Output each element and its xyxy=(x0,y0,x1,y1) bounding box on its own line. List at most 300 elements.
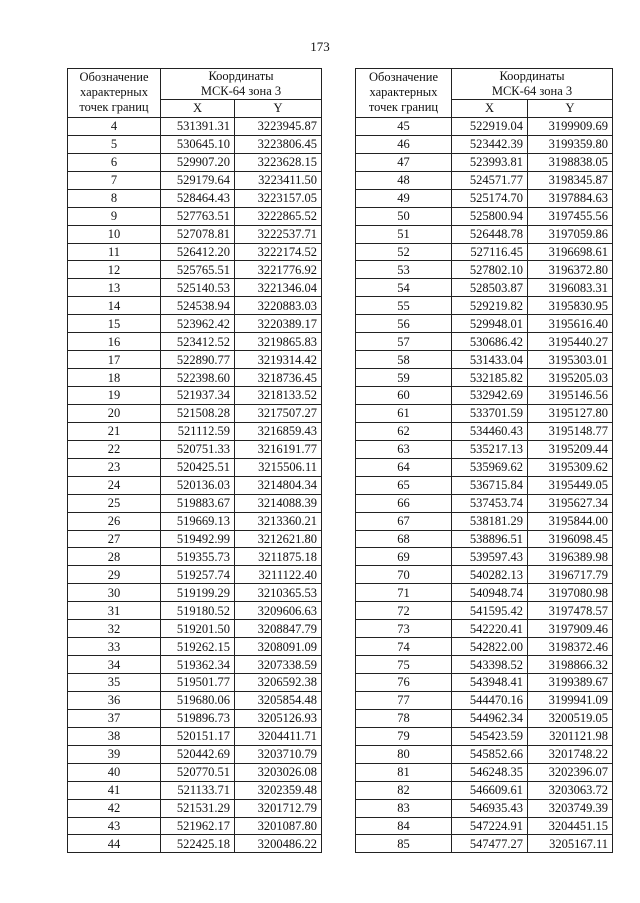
table-row xyxy=(356,458,613,476)
table-row xyxy=(68,709,322,727)
point-number: 42 xyxy=(68,799,161,817)
point-number: 15 xyxy=(68,315,161,333)
y-coordinate: 3197080.98 xyxy=(528,584,613,602)
table-row xyxy=(68,458,322,476)
coordinates-header-line: МСК-64 зона 3 xyxy=(491,84,573,98)
x-coordinate: 523962.42 xyxy=(161,315,235,333)
table-row xyxy=(68,584,322,602)
x-coordinate: 532185.82 xyxy=(452,369,528,387)
table-row xyxy=(356,297,613,315)
point-number: 54 xyxy=(356,279,452,297)
table-row xyxy=(68,225,322,243)
table-row xyxy=(68,512,322,530)
y-coordinate: 3197478.57 xyxy=(528,602,613,620)
y-coordinate: 3219865.83 xyxy=(235,333,322,351)
point-number: 16 xyxy=(68,333,161,351)
point-number: 19 xyxy=(68,387,161,405)
x-coordinate: 521133.71 xyxy=(161,781,235,799)
y-coordinate: 3201087.80 xyxy=(235,817,322,835)
y-coordinate: 3213360.21 xyxy=(235,512,322,530)
table-row xyxy=(356,584,613,602)
y-coordinate: 3203710.79 xyxy=(235,745,322,763)
table-row xyxy=(68,763,322,781)
point-number: 57 xyxy=(356,333,452,351)
point-number: 10 xyxy=(68,225,161,243)
y-coordinate: 3197455.56 xyxy=(528,207,613,225)
table-row xyxy=(356,835,613,853)
table-row xyxy=(356,333,613,351)
coordinates-table-left xyxy=(67,68,322,853)
y-coordinate: 3199389.67 xyxy=(528,674,613,692)
y-coordinate: 3195830.95 xyxy=(528,297,613,315)
point-number: 76 xyxy=(356,674,452,692)
y-coordinate: 3223628.15 xyxy=(235,153,322,171)
y-coordinate: 3196717.79 xyxy=(528,566,613,584)
table-row xyxy=(68,171,322,189)
x-coordinate: 544470.16 xyxy=(452,691,528,709)
table-row xyxy=(356,817,613,835)
y-coordinate: 3195146.56 xyxy=(528,387,613,405)
point-number: 48 xyxy=(356,171,452,189)
y-coordinate: 3209606.63 xyxy=(235,602,322,620)
x-coordinate: 546248.35 xyxy=(452,763,528,781)
point-number: 36 xyxy=(68,691,161,709)
point-number: 50 xyxy=(356,207,452,225)
x-coordinate: 532942.69 xyxy=(452,387,528,405)
table-row xyxy=(356,494,613,512)
point-number: 49 xyxy=(356,189,452,207)
point-number: 61 xyxy=(356,404,452,422)
table-row xyxy=(356,512,613,530)
point-number: 67 xyxy=(356,512,452,530)
x-coordinate: 531391.31 xyxy=(161,117,235,135)
y-coordinate: 3207338.59 xyxy=(235,656,322,674)
y-coordinate: 3218133.52 xyxy=(235,387,322,405)
table-row xyxy=(68,835,322,853)
x-coordinate: 521112.59 xyxy=(161,422,235,440)
x-coordinate: 520442.69 xyxy=(161,745,235,763)
x-coordinate: 536715.84 xyxy=(452,476,528,494)
y-coordinate: 3222537.71 xyxy=(235,225,322,243)
table-row xyxy=(68,494,322,512)
table-row xyxy=(68,135,322,153)
coordinates-header-line: МСК-64 зона 3 xyxy=(200,84,282,98)
x-coordinate: 520151.17 xyxy=(161,727,235,745)
y-coordinate: 3205854.48 xyxy=(235,691,322,709)
x-coordinate: 520751.33 xyxy=(161,440,235,458)
table-row xyxy=(68,369,322,387)
y-coordinate: 3211875.18 xyxy=(235,548,322,566)
x-coordinate: 529219.82 xyxy=(452,297,528,315)
point-number: 60 xyxy=(356,387,452,405)
y-coordinate: 3195209.44 xyxy=(528,440,613,458)
point-number: 65 xyxy=(356,476,452,494)
point-designation-header-line: характерных xyxy=(369,85,438,100)
table-row xyxy=(356,656,613,674)
y-coordinate: 3195127.80 xyxy=(528,404,613,422)
point-number: 35 xyxy=(68,674,161,692)
point-number: 46 xyxy=(356,135,452,153)
y-coordinate: 3206592.38 xyxy=(235,674,322,692)
table-row xyxy=(356,799,613,817)
y-coordinate: 3198866.32 xyxy=(528,656,613,674)
x-header: X xyxy=(452,100,528,118)
y-coordinate: 3222174.52 xyxy=(235,243,322,261)
point-number: 58 xyxy=(356,351,452,369)
y-coordinate: 3214804.34 xyxy=(235,476,322,494)
x-coordinate: 526448.78 xyxy=(452,225,528,243)
point-number: 44 xyxy=(68,835,161,853)
x-coordinate: 530686.42 xyxy=(452,333,528,351)
point-number: 40 xyxy=(68,763,161,781)
table-row xyxy=(68,117,322,135)
x-coordinate: 521531.29 xyxy=(161,799,235,817)
y-coordinate: 3198838.05 xyxy=(528,153,613,171)
point-designation-header-line: Обозначение xyxy=(79,70,149,85)
y-coordinate: 3223806.45 xyxy=(235,135,322,153)
point-number: 29 xyxy=(68,566,161,584)
table-row xyxy=(356,261,613,279)
x-coordinate: 519257.74 xyxy=(161,566,235,584)
table-row xyxy=(68,315,322,333)
table-row xyxy=(68,727,322,745)
point-designation-header-line: точек границ xyxy=(79,100,149,115)
x-coordinate: 527802.10 xyxy=(452,261,528,279)
x-coordinate: 519199.29 xyxy=(161,584,235,602)
point-designation-header xyxy=(356,69,452,118)
point-number: 74 xyxy=(356,638,452,656)
x-coordinate: 524571.77 xyxy=(452,171,528,189)
point-number: 23 xyxy=(68,458,161,476)
header-row xyxy=(68,69,322,100)
table-row xyxy=(68,530,322,548)
point-number: 66 xyxy=(356,494,452,512)
x-header: X xyxy=(161,100,235,118)
table-row xyxy=(68,404,322,422)
table-row xyxy=(356,369,613,387)
x-coordinate: 538896.51 xyxy=(452,530,528,548)
table-row xyxy=(356,727,613,745)
y-coordinate: 3196698.61 xyxy=(528,243,613,261)
point-number: 81 xyxy=(356,763,452,781)
x-coordinate: 543398.52 xyxy=(452,656,528,674)
table-row xyxy=(356,476,613,494)
table-row xyxy=(68,799,322,817)
y-coordinate: 3208847.79 xyxy=(235,620,322,638)
x-coordinate: 523993.81 xyxy=(452,153,528,171)
x-coordinate: 545423.59 xyxy=(452,727,528,745)
table-row xyxy=(68,422,322,440)
point-number: 31 xyxy=(68,602,161,620)
point-number: 59 xyxy=(356,369,452,387)
table-row xyxy=(356,189,613,207)
x-coordinate: 523412.52 xyxy=(161,333,235,351)
x-coordinate: 542822.00 xyxy=(452,638,528,656)
x-coordinate: 543948.41 xyxy=(452,674,528,692)
table-row xyxy=(356,638,613,656)
y-coordinate: 3205167.11 xyxy=(528,835,613,853)
x-coordinate: 529179.64 xyxy=(161,171,235,189)
point-number: 4 xyxy=(68,117,161,135)
y-coordinate: 3195844.00 xyxy=(528,512,613,530)
point-number: 43 xyxy=(68,817,161,835)
x-coordinate: 547477.27 xyxy=(452,835,528,853)
y-coordinate: 3200486.22 xyxy=(235,835,322,853)
table-row xyxy=(68,243,322,261)
point-number: 78 xyxy=(356,709,452,727)
point-number: 13 xyxy=(68,279,161,297)
point-number: 47 xyxy=(356,153,452,171)
point-number: 41 xyxy=(68,781,161,799)
y-coordinate: 3217507.27 xyxy=(235,404,322,422)
coordinates-header xyxy=(161,69,322,100)
table-row xyxy=(68,548,322,566)
point-number: 70 xyxy=(356,566,452,584)
x-coordinate: 521937.34 xyxy=(161,387,235,405)
y-header: Y xyxy=(235,100,322,118)
point-number: 24 xyxy=(68,476,161,494)
y-coordinate: 3198372.46 xyxy=(528,638,613,656)
x-coordinate: 525765.51 xyxy=(161,261,235,279)
y-coordinate: 3205126.93 xyxy=(235,709,322,727)
point-number: 80 xyxy=(356,745,452,763)
x-coordinate: 531433.04 xyxy=(452,351,528,369)
x-coordinate: 519362.34 xyxy=(161,656,235,674)
y-coordinate: 3212621.80 xyxy=(235,530,322,548)
point-number: 30 xyxy=(68,584,161,602)
x-coordinate: 530645.10 xyxy=(161,135,235,153)
x-coordinate: 546609.61 xyxy=(452,781,528,799)
y-coordinate: 3196389.98 xyxy=(528,548,613,566)
table-body-right xyxy=(356,69,613,853)
point-number: 77 xyxy=(356,691,452,709)
table-row xyxy=(356,279,613,297)
x-coordinate: 519883.67 xyxy=(161,494,235,512)
y-coordinate: 3195627.34 xyxy=(528,494,613,512)
table-row xyxy=(68,620,322,638)
y-coordinate: 3203063.72 xyxy=(528,781,613,799)
x-coordinate: 525174.70 xyxy=(452,189,528,207)
point-number: 34 xyxy=(68,656,161,674)
table-row xyxy=(356,351,613,369)
coordinates-header-line: Координаты xyxy=(499,69,565,83)
x-coordinate: 522890.77 xyxy=(161,351,235,369)
table-row xyxy=(356,674,613,692)
y-coordinate: 3222865.52 xyxy=(235,207,322,225)
coordinates-header xyxy=(452,69,613,100)
x-coordinate: 537453.74 xyxy=(452,494,528,512)
x-coordinate: 523442.39 xyxy=(452,135,528,153)
y-coordinate: 3219314.42 xyxy=(235,351,322,369)
table-row xyxy=(356,171,613,189)
point-number: 38 xyxy=(68,727,161,745)
table-row xyxy=(356,153,613,171)
table-row xyxy=(356,422,613,440)
point-number: 33 xyxy=(68,638,161,656)
table-row xyxy=(68,781,322,799)
point-number: 64 xyxy=(356,458,452,476)
point-designation-header-line: Обозначение xyxy=(368,70,439,85)
table-row xyxy=(68,333,322,351)
table-row xyxy=(68,279,322,297)
y-coordinate: 3201748.22 xyxy=(528,745,613,763)
y-coordinate: 3195309.62 xyxy=(528,458,613,476)
point-number: 52 xyxy=(356,243,452,261)
point-number: 7 xyxy=(68,171,161,189)
y-coordinate: 3218736.45 xyxy=(235,369,322,387)
x-coordinate: 527116.45 xyxy=(452,243,528,261)
x-coordinate: 526412.20 xyxy=(161,243,235,261)
x-coordinate: 529948.01 xyxy=(452,315,528,333)
x-coordinate: 519180.52 xyxy=(161,602,235,620)
table-row xyxy=(68,656,322,674)
y-coordinate: 3195205.03 xyxy=(528,369,613,387)
x-coordinate: 519501.77 xyxy=(161,674,235,692)
x-coordinate: 534460.43 xyxy=(452,422,528,440)
y-coordinate: 3196098.45 xyxy=(528,530,613,548)
x-coordinate: 529907.20 xyxy=(161,153,235,171)
x-coordinate: 535217.13 xyxy=(452,440,528,458)
y-coordinate: 3204451.15 xyxy=(528,817,613,835)
point-number: 85 xyxy=(356,835,452,853)
x-coordinate: 539597.43 xyxy=(452,548,528,566)
y-coordinate: 3195616.40 xyxy=(528,315,613,333)
coordinates-table-right xyxy=(355,68,613,853)
x-coordinate: 540948.74 xyxy=(452,584,528,602)
x-coordinate: 546935.43 xyxy=(452,799,528,817)
y-coordinate: 3201121.98 xyxy=(528,727,613,745)
point-number: 39 xyxy=(68,745,161,763)
point-number: 14 xyxy=(68,297,161,315)
y-coordinate: 3196372.80 xyxy=(528,261,613,279)
y-coordinate: 3220389.17 xyxy=(235,315,322,333)
x-coordinate: 520770.51 xyxy=(161,763,235,781)
table-row xyxy=(356,135,613,153)
x-coordinate: 538181.29 xyxy=(452,512,528,530)
point-number: 21 xyxy=(68,422,161,440)
table-row xyxy=(356,404,613,422)
table-row xyxy=(356,315,613,333)
x-coordinate: 528503.87 xyxy=(452,279,528,297)
x-coordinate: 522425.18 xyxy=(161,835,235,853)
x-coordinate: 542220.41 xyxy=(452,620,528,638)
point-number: 72 xyxy=(356,602,452,620)
y-coordinate: 3214088.39 xyxy=(235,494,322,512)
y-coordinate: 3199941.09 xyxy=(528,691,613,709)
x-coordinate: 520425.51 xyxy=(161,458,235,476)
point-number: 20 xyxy=(68,404,161,422)
point-number: 71 xyxy=(356,584,452,602)
header-row xyxy=(356,69,613,100)
y-coordinate: 3216859.43 xyxy=(235,422,322,440)
point-number: 6 xyxy=(68,153,161,171)
y-coordinate: 3201712.79 xyxy=(235,799,322,817)
x-coordinate: 540282.13 xyxy=(452,566,528,584)
table-row xyxy=(356,225,613,243)
table-row xyxy=(356,763,613,781)
y-coordinate: 3199359.80 xyxy=(528,135,613,153)
point-number: 17 xyxy=(68,351,161,369)
table-row xyxy=(356,530,613,548)
point-number: 32 xyxy=(68,620,161,638)
point-number: 12 xyxy=(68,261,161,279)
point-number: 79 xyxy=(356,727,452,745)
table-row xyxy=(356,781,613,799)
point-number: 53 xyxy=(356,261,452,279)
x-coordinate: 519201.50 xyxy=(161,620,235,638)
x-coordinate: 519355.73 xyxy=(161,548,235,566)
table-row xyxy=(68,351,322,369)
point-designation-header-line: точек границ xyxy=(368,100,439,115)
point-number: 37 xyxy=(68,709,161,727)
point-number: 9 xyxy=(68,207,161,225)
point-number: 26 xyxy=(68,512,161,530)
y-coordinate: 3221346.04 xyxy=(235,279,322,297)
table-row xyxy=(356,602,613,620)
y-coordinate: 3202396.07 xyxy=(528,763,613,781)
y-coordinate: 3195148.77 xyxy=(528,422,613,440)
point-number: 8 xyxy=(68,189,161,207)
table-row xyxy=(68,387,322,405)
x-coordinate: 547224.91 xyxy=(452,817,528,835)
y-coordinate: 3197059.86 xyxy=(528,225,613,243)
table-row xyxy=(356,620,613,638)
point-number: 62 xyxy=(356,422,452,440)
table-row xyxy=(356,566,613,584)
table-row xyxy=(68,674,322,692)
y-coordinate: 3203026.08 xyxy=(235,763,322,781)
point-number: 28 xyxy=(68,548,161,566)
x-coordinate: 520136.03 xyxy=(161,476,235,494)
point-number: 11 xyxy=(68,243,161,261)
point-designation-header-line: характерных xyxy=(80,85,148,100)
x-coordinate: 519492.99 xyxy=(161,530,235,548)
table-row xyxy=(356,440,613,458)
point-number: 45 xyxy=(356,117,452,135)
x-coordinate: 545852.66 xyxy=(452,745,528,763)
y-coordinate: 3198345.87 xyxy=(528,171,613,189)
x-coordinate: 519896.73 xyxy=(161,709,235,727)
page-number: 173 xyxy=(310,39,330,54)
y-coordinate: 3195440.27 xyxy=(528,333,613,351)
table-row xyxy=(68,602,322,620)
y-coordinate: 3200519.05 xyxy=(528,709,613,727)
y-coordinate: 3223945.87 xyxy=(235,117,322,135)
y-coordinate: 3196083.31 xyxy=(528,279,613,297)
y-coordinate: 3220883.03 xyxy=(235,297,322,315)
table-row xyxy=(68,440,322,458)
table-row xyxy=(68,153,322,171)
y-coordinate: 3221776.92 xyxy=(235,261,322,279)
table-row xyxy=(68,189,322,207)
y-coordinate: 3204411.71 xyxy=(235,727,322,745)
point-number: 22 xyxy=(68,440,161,458)
x-coordinate: 519680.06 xyxy=(161,691,235,709)
point-number: 5 xyxy=(68,135,161,153)
y-coordinate: 3197909.46 xyxy=(528,620,613,638)
x-coordinate: 527078.81 xyxy=(161,225,235,243)
x-coordinate: 522398.60 xyxy=(161,369,235,387)
point-number: 56 xyxy=(356,315,452,333)
y-coordinate: 3216191.77 xyxy=(235,440,322,458)
y-coordinate: 3210365.53 xyxy=(235,584,322,602)
y-coordinate: 3208091.09 xyxy=(235,638,322,656)
x-coordinate: 541595.42 xyxy=(452,602,528,620)
x-coordinate: 525140.53 xyxy=(161,279,235,297)
y-coordinate: 3203749.39 xyxy=(528,799,613,817)
x-coordinate: 525800.94 xyxy=(452,207,528,225)
table-row xyxy=(356,709,613,727)
